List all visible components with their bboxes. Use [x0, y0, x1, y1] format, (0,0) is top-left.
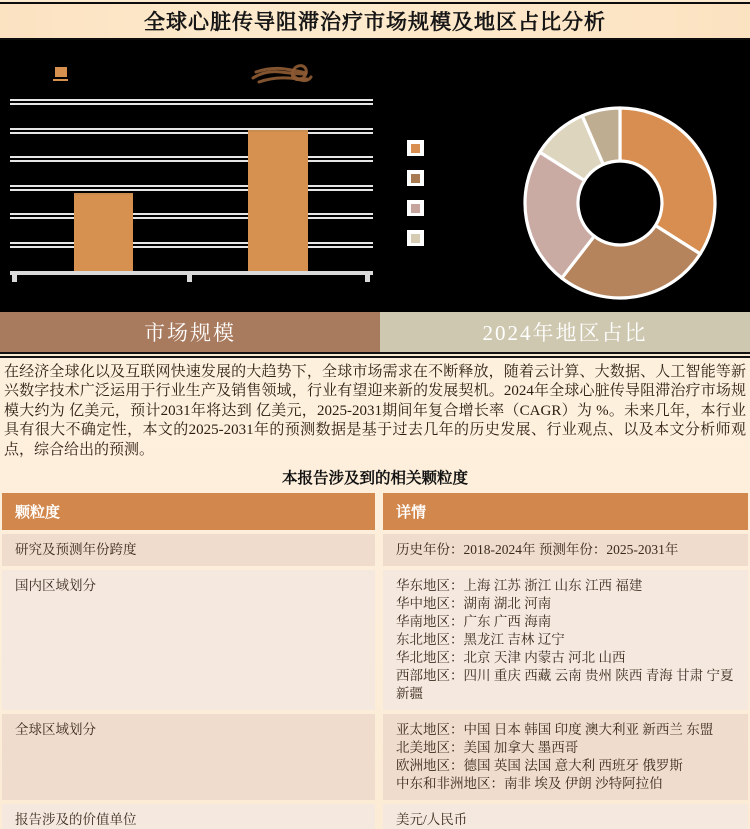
detail-line: 亚太地区：中国 日本 韩国 印度 澳大利亚 新西兰 东盟 — [396, 722, 714, 738]
detail-line: 华中地区：湖南 湖北 河南 — [396, 596, 552, 612]
table-row — [2, 570, 748, 710]
legend-swatch — [411, 204, 420, 213]
gridline — [10, 242, 373, 248]
legend-swatch — [411, 234, 420, 243]
detail-cell — [383, 714, 748, 800]
table-row — [2, 804, 748, 829]
donut-legend-marker-1 — [407, 140, 424, 156]
detail-line: 华东地区：上海 江苏 浙江 山东 江西 福建 — [396, 578, 643, 594]
detail-cell — [383, 804, 748, 829]
scribble-annotation — [250, 58, 314, 90]
detail-line: 中东和非洲地区：南非 埃及 伊朗 沙特阿拉伯 — [396, 776, 663, 792]
legend-swatch — [411, 174, 420, 183]
granularity-cell: 报告涉及的价值单位 — [2, 804, 375, 829]
table-body — [2, 534, 748, 829]
detail-line: 华南地区：广东 广西 海南 — [396, 614, 552, 630]
donut-legend-marker-3 — [407, 200, 424, 216]
granularity-cell: 全球区域划分 — [2, 714, 375, 800]
table-row — [2, 534, 748, 566]
detail-line: 美元/人民币 — [396, 812, 468, 828]
table-header-row — [2, 493, 748, 530]
bar-series-legend-underline — [53, 79, 68, 81]
bar-value-1 — [74, 193, 133, 273]
detail-cell — [383, 534, 748, 566]
bar-value-2 — [248, 130, 308, 273]
donut-chart — [520, 103, 720, 303]
table-title: 本报告涉及到的相关颗粒度 — [281, 470, 468, 488]
banner-region-share: 2024年地区占比 — [380, 312, 750, 352]
gridline — [10, 128, 373, 134]
table-row — [2, 714, 748, 800]
donut-legend-marker-4 — [407, 230, 424, 246]
legend-swatch — [411, 144, 420, 153]
detail-line: 华北地区：北京 天津 内蒙古 河北 山西 — [396, 650, 626, 666]
granularity-cell: 国内区域划分 — [2, 570, 375, 710]
header-granularity: 颗粒度 — [2, 493, 375, 530]
gridline — [10, 156, 373, 162]
chart-band — [0, 40, 750, 312]
detail-line: 北美地区：美国 加拿大 墨西哥 — [396, 740, 579, 756]
x-axis-tick — [12, 275, 17, 282]
title-bar — [0, 2, 750, 40]
detail-line: 历史年份：2018-2024年 预测年份：2025-2031年 — [396, 542, 679, 558]
section-banners — [0, 312, 750, 352]
detail-line: 欧洲地区：德国 英国 法国 意大利 西班牙 俄罗斯 — [396, 758, 683, 774]
detail-cell — [383, 570, 748, 710]
gridline — [10, 213, 373, 219]
page-title: 全球心脏传导阻滞治疗市场规模及地区占比分析 — [144, 10, 606, 34]
donut-legend-marker-2 — [407, 170, 424, 186]
detail-line: 西部地区：四川 重庆 西藏 云南 贵州 陕西 青海 甘肃 宁夏 新疆 — [396, 668, 734, 702]
x-axis-tick — [365, 275, 370, 282]
banner-market-size: 市场规模 — [0, 312, 380, 352]
granularity-cell: 研究及预测年份跨度 — [2, 534, 375, 566]
detail-line: 东北地区：黑龙江 吉林 辽宁 — [396, 632, 565, 648]
x-axis-tick — [187, 275, 192, 282]
gridline — [10, 185, 373, 191]
header-detail: 详情 — [383, 493, 748, 530]
intro-paragraph: 在经济全球化以及互联网快速发展的大趋势下，全球市场需求在不断释放，随着云计算、大数据、人工智能等新兴数字技术广泛运用于行业生产及销售领域，行业有望迎来新的发展契机。2024年全球心脏传导阻滞治疗市场规模大约为 亿美元，预计2031年将达到 亿美元，2025-2031期间年复合增长率（CAGR）为 %。未来几年，本行业具有很大不确定性，本文的2025-2031年的预测数据是基于过去几年的历史发展、行业观点、以及本文分析师观点，综合给出的预测。 — [4, 364, 746, 458]
granularity-table — [2, 493, 748, 829]
bar-series-legend-swatch — [55, 67, 67, 77]
gridline — [10, 99, 373, 105]
